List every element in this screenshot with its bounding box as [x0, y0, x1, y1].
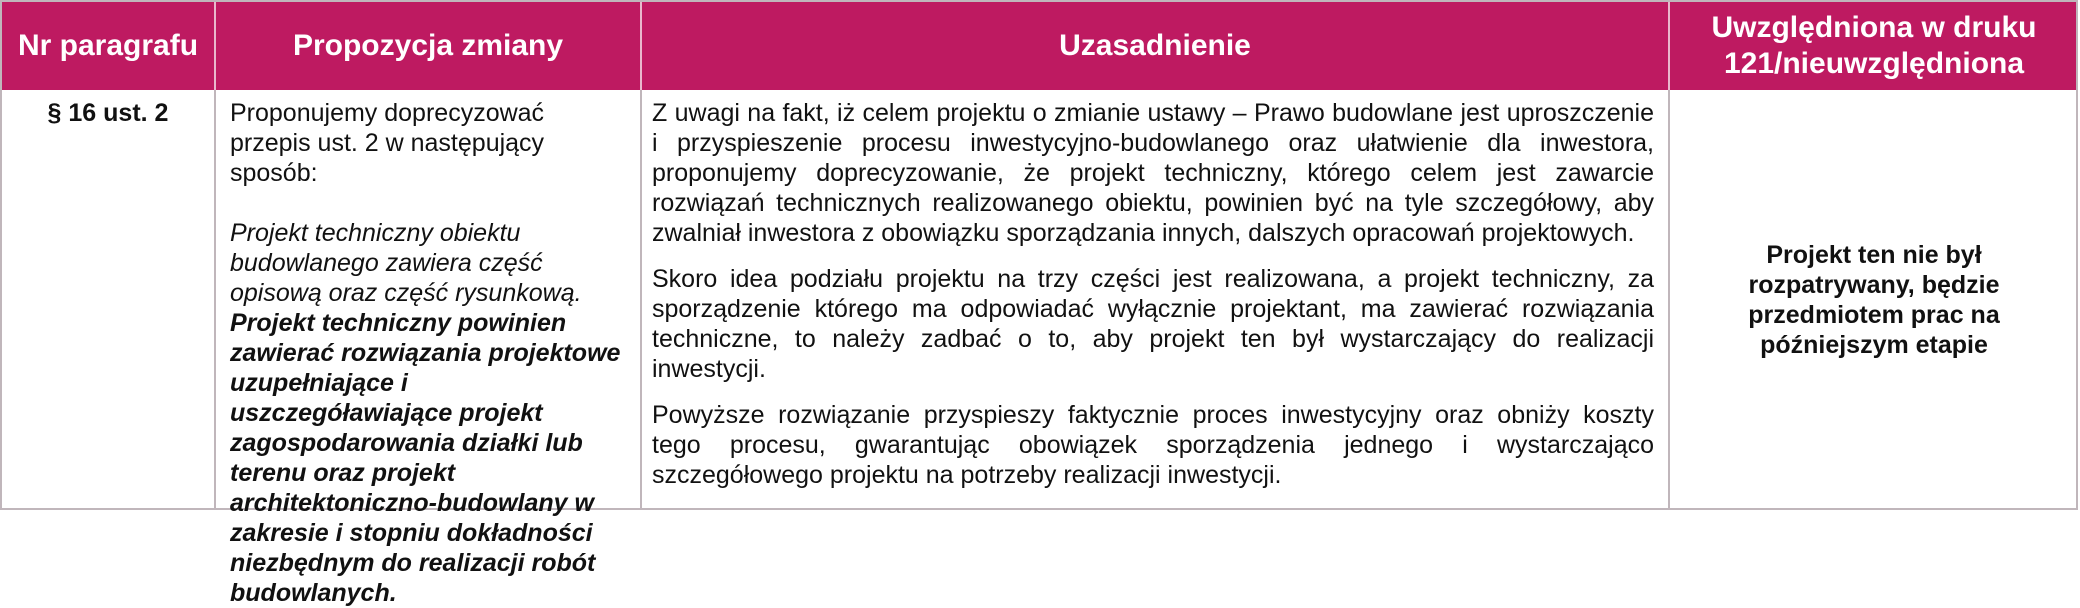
header-divider: [1668, 2, 1670, 90]
header-propozycja-zmiany: Propozycja zmiany: [292, 29, 564, 62]
cell-proposal: [216, 90, 640, 607]
cell-justification: [642, 90, 1668, 510]
justification-paragraph-2: Skoro idea podziału projektu na trzy części jest realizowana, a projekt techniczny, za sporządzenie którego ma odpowiadać wyłącznie projektant, ma zawierać rozwiązania techniczne, to należy zadbać o to, aby projekt ten był wystarczający do realizacji inwestycji.: [652, 265, 1654, 383]
proposal-intro: Proponujemy doprecyzować przepis ust. 2 w następujący sposób:: [230, 99, 545, 187]
header-nr-paragrafu: Nr paragrafu: [17, 29, 199, 62]
header-divider: [214, 2, 216, 90]
proposal-text: [230, 218, 626, 608]
justification-paragraph-1: Z uwagi na fakt, iż celem projektu o zmianie ustawy – Prawo budowlane jest uproszczenie i przyspieszenie procesu inwestycyjno-budowlanego oraz ułatwienie dla inwestora, proponujemy doprecyzowanie, że projekt techniczny, którego celem jest zawarcie rozwiązań technicznych realizowanego obiektu, powinien być na tyle szczegółowy, aby zwalniał inwestora z obowiązku sporządzania innych, dalszych opracowań projektowych.: [652, 99, 1654, 247]
proposal-italic-text: Projekt techniczny obiektu budowlanego zawiera część opisową oraz część rysunkową.: [230, 219, 582, 307]
header-uwzgledniona: Uwzględniona w druku 121/nieuwzględniona: [1711, 11, 2037, 80]
table-header-row: [2, 2, 2076, 90]
header-divider: [640, 2, 642, 90]
header-uzasadnienie: Uzasadnienie: [1059, 29, 1251, 62]
proposal-bold-italic-text: Projekt techniczny powinien zawierać rozwiązania projektowe uzupełniające i uszczegóławiające projekt zagospodarowania działki lub terenu oraz projekt architektoniczno-budowlany w zakresie i stopniu dokładności niezbędnym do realizacji robót budowlanych.: [230, 309, 621, 607]
cell-status: Projekt ten nie był rozpatrywany, będzie przedmiotem prac na późniejszym etapie: [1748, 241, 2000, 359]
cell-paragraph: § 16 ust. 2: [47, 99, 169, 127]
justification-paragraph-3: Powyższe rozwiązanie przyspieszy faktycznie proces inwestycyjny oraz obniży koszty tego procesu, gwarantując obowiązek sporządzenia jednego i wystarczająco szczegółowego projektu na potrzeby realizacji inwestycji.: [652, 401, 1654, 489]
